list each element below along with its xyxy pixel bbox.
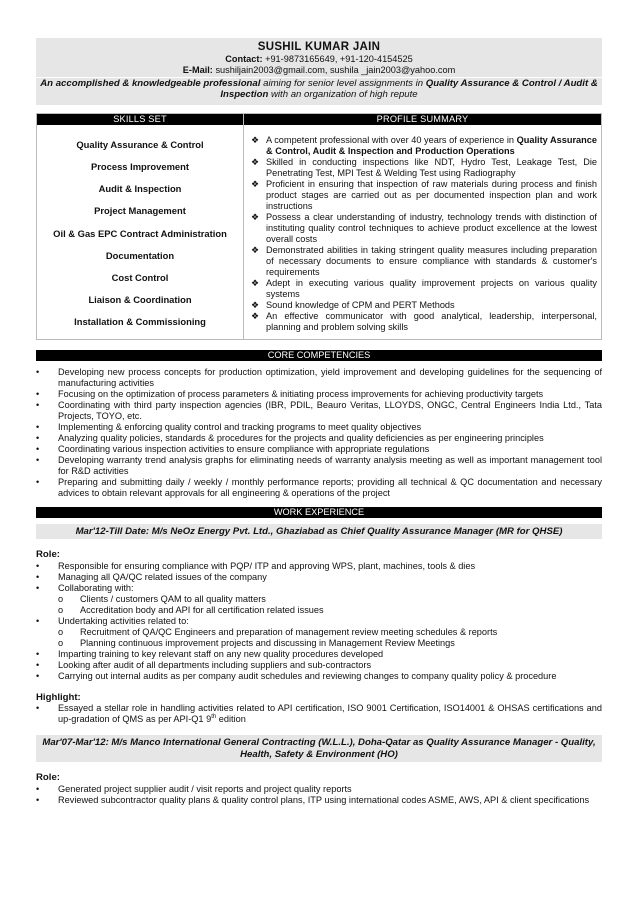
- profile-item-text: Skilled in conducting inspections like NDT, Hydro Test, Leakage Test, Die Penetrating Test, MPI Test & Welding Test using Radiography: [266, 156, 597, 178]
- candidate-name: SUSHIL KUMAR JAIN: [257, 41, 381, 53]
- bullet-icon: •: [36, 454, 40, 465]
- sub-text: Accreditation body and API for all certification related issues: [80, 604, 324, 615]
- job1-title: Mar'12-Till Date: M/s NeOz Energy Pvt. Ltd., Ghaziabad as Chief Quality Assurance Manager (MR for QHSE): [36, 524, 602, 540]
- profile-item-text: An effective communicator with good analytical, leadership, interpersonal, planning and problem solving skills: [266, 310, 597, 332]
- highlight-text: Essayed a stellar role in handling activities related to API certification, ISO 9001 Certification, ISO14001 & OHSAS certifications and up-gradation of QMS as per API-Q1 9: [58, 703, 602, 725]
- job2-role-label: Role:: [36, 772, 60, 784]
- highlight-sup: th: [211, 714, 217, 721]
- circle-bullet-icon: o: [58, 637, 64, 648]
- role-item: [36, 649, 602, 660]
- competency-text: Developing warranty trend analysis graphs for eliminating needs of warranty analysis meeting as well as important management tool for R&D activities: [58, 454, 602, 476]
- job1-role-list-2: [36, 616, 602, 627]
- diamond-bullet-icon: ❖: [251, 244, 260, 255]
- bullet-icon: •: [36, 432, 40, 443]
- job1-role-label: Role:: [36, 549, 60, 561]
- role-item: [36, 660, 602, 671]
- profile-item-text: Sound knowledge of CPM and PERT Methods: [266, 299, 455, 310]
- bullet-icon: •: [36, 388, 40, 399]
- bullet-icon: •: [36, 659, 40, 670]
- sub-text: Clients / customers QAM to all quality matters: [80, 593, 266, 604]
- profile-list: [244, 125, 601, 339]
- contact-value: +91-9873165649, +91-120-4154525: [265, 54, 413, 64]
- job1-activities-sublist: [36, 627, 602, 649]
- diamond-bullet-icon: ❖: [251, 310, 260, 321]
- competency-text: Focusing on the optimization of process parameters & initiating process improvements for achieving productivity targets: [58, 388, 544, 399]
- resume-header: [36, 38, 602, 77]
- bullet-icon: •: [36, 560, 40, 571]
- resume-page: [0, 38, 638, 903]
- role-text: Undertaking activities related to:: [58, 615, 189, 626]
- competency-item: [36, 455, 602, 477]
- job2-title: Mar'07-Mar'12: M/s Manco International General Contracting (W.L.L.), Doha-Qatar as Quality Assurance Manager - Quality, Health, Safety & Environment (HO): [36, 735, 602, 762]
- email-value: sushiljain2003@gmail.com, sushila _jain2003@yahoo.com: [215, 65, 456, 75]
- job1-role-list: [36, 561, 602, 594]
- sub-text: Recruitment of QA/QC Engineers and preparation of management review meeting schedules & reports: [80, 626, 498, 637]
- role-item: [36, 671, 602, 682]
- skill-item: Liaison & Coordination: [88, 294, 192, 306]
- competency-item: [36, 433, 602, 444]
- diamond-bullet-icon: ❖: [251, 299, 260, 310]
- profile-item-text: Adept in executing various quality improvement projects on various quality systems: [266, 277, 597, 299]
- profile-item-emphasis: Quality Assurance & Control, Audit & Inspection and Production Operations: [266, 134, 597, 156]
- competency-text: Developing new process concepts for production optimization, yield improvement and developing guidelines for the sequencing of manufacturing activities: [58, 366, 602, 388]
- job1-role-list-3: [36, 649, 602, 682]
- role-item: [36, 572, 602, 583]
- highlight-text-end: edition: [216, 714, 246, 725]
- bullet-icon: •: [36, 443, 40, 454]
- sub-item: [36, 594, 602, 605]
- competency-item: [36, 400, 602, 422]
- competency-text: Preparing and submitting daily / weekly / monthly performance reports; providing all technical & QC documentation and necessary advices to obtain relevant approvals for all engineering & operations of the project: [58, 476, 602, 498]
- competency-item: [36, 422, 602, 433]
- diamond-bullet-icon: ❖: [251, 178, 260, 189]
- tagline-part4: with an organization of high repute: [268, 89, 418, 101]
- role-text: Looking after audit of all departments including suppliers and sub-contractors: [58, 659, 372, 670]
- skills-column: [37, 114, 244, 339]
- bullet-icon: •: [36, 670, 40, 681]
- competency-item: [36, 367, 602, 389]
- highlight-list: [36, 703, 602, 725]
- profile-item: [248, 157, 597, 179]
- tagline-part2: aiming for senior level assignments in: [260, 78, 426, 89]
- experience-heading: WORK EXPERIENCE: [36, 507, 602, 518]
- contact-label: Contact:: [225, 54, 263, 64]
- skills-profile-section: [36, 113, 602, 340]
- skill-item: Quality Assurance & Control: [76, 138, 204, 150]
- circle-bullet-icon: o: [58, 593, 64, 604]
- skill-item: Cost Control: [111, 271, 169, 283]
- skills-heading: SKILLS SET: [37, 114, 243, 125]
- diamond-bullet-icon: ❖: [251, 134, 260, 145]
- bullet-icon: •: [36, 366, 40, 377]
- bullet-icon: •: [36, 794, 40, 805]
- bullet-icon: •: [36, 582, 40, 593]
- role-text: Generated project supplier audit / visit reports and project quality reports: [58, 783, 352, 794]
- bullet-icon: •: [36, 703, 40, 714]
- tagline: [36, 77, 602, 105]
- job1-collab-sublist: [36, 594, 602, 616]
- profile-item-text: A competent professional with over 40 years of experience in: [266, 134, 517, 145]
- diamond-bullet-icon: ❖: [251, 156, 260, 167]
- role-text: Carrying out internal audits as per company audit schedules and reviewing changes to company quality policy & procedure: [58, 670, 557, 681]
- diamond-bullet-icon: ❖: [251, 277, 260, 288]
- skill-item: Process Improvement: [91, 161, 189, 172]
- profile-item: [248, 300, 597, 311]
- bullet-icon: •: [36, 615, 40, 626]
- skill-item: Installation & Commissioning: [74, 316, 206, 328]
- profile-item: [248, 135, 597, 157]
- bullet-icon: •: [36, 399, 40, 410]
- competency-text: Coordinating various inspection activities to ensure compliance with appropriate regulations: [58, 443, 430, 454]
- profile-item: [248, 212, 597, 245]
- role-item: [36, 795, 602, 806]
- highlight-item: [36, 703, 602, 725]
- profile-column: [244, 114, 601, 339]
- skill-item: Project Management: [94, 205, 186, 217]
- profile-item-text: Demonstrated abilities in taking stringent quality measures including preparation of necessary documents to ensure compliance with standards & customer's requirements: [266, 244, 597, 277]
- competency-text: Analyzing quality policies, standards & procedures for the projects and quality deficiencies as per engineering principles: [58, 432, 544, 443]
- profile-item: [248, 278, 597, 300]
- role-text: Responsible for ensuring compliance with PQP/ ITP and approving WPS, plant, machines, tools & dies: [58, 560, 476, 571]
- email-line: [40, 65, 598, 76]
- role-text: Managing all QA/QC related issues of the company: [58, 571, 267, 582]
- circle-bullet-icon: o: [58, 604, 64, 615]
- competency-item: [36, 389, 602, 400]
- competency-item: [36, 477, 602, 499]
- role-item: [36, 616, 602, 627]
- profile-item-text: Proficient in ensuring that inspection of raw materials during process and finish product stages are carried out as per documented inspection plan and work instructions: [266, 178, 597, 211]
- competencies-list: [36, 361, 602, 499]
- role-text: Reviewed subcontractor quality plans & quality control plans, ITP using international codes ASME, AWS, API & client specifications: [58, 794, 590, 805]
- skill-item: Oil & Gas EPC Contract Administration: [53, 227, 227, 239]
- diamond-bullet-icon: ❖: [251, 211, 260, 222]
- profile-item: [248, 179, 597, 212]
- profile-item-text: Possess a clear understanding of industry, technology trends with distinction of instituting quality control techniques to achieve product excellence at the lowest overall costs: [266, 211, 597, 244]
- competencies-heading: CORE COMPETENCIES: [36, 350, 602, 361]
- skills-list: [37, 125, 243, 328]
- bullet-icon: •: [36, 571, 40, 582]
- profile-heading: PROFILE SUMMARY: [244, 114, 601, 125]
- role-text: Imparting training to key relevant staff on any new quality procedures developed: [58, 648, 384, 659]
- profile-item: [248, 311, 597, 333]
- role-item: [36, 784, 602, 795]
- bullet-icon: •: [36, 421, 40, 432]
- competency-text: Coordinating with third party inspection agencies (IBR, PDIL, Beauro Veritas, LLOYDS, ONGC, Central Engineers India Ltd., Tata Projects, TOYO, etc.: [58, 399, 602, 421]
- highlight-label: Highlight:: [36, 691, 81, 703]
- bullet-icon: •: [36, 648, 40, 659]
- tagline-part3: Quality Assurance & Control / Audit & Inspection: [220, 78, 598, 101]
- tagline-part1: An accomplished & knowledgeable professional: [40, 78, 261, 89]
- profile-item: [248, 245, 597, 278]
- role-text: Collaborating with:: [58, 582, 134, 593]
- job2-role-list: [36, 784, 602, 806]
- competency-text: Implementing & enforcing quality control and tracking programs to meet quality objectives: [58, 421, 422, 432]
- bullet-icon: •: [36, 476, 40, 487]
- skill-item: Documentation: [105, 249, 175, 261]
- sub-text: Planning continuous improvement projects and discussing in Management Review Meetings: [80, 637, 455, 648]
- competency-item: [36, 444, 602, 455]
- sub-item: [36, 627, 602, 638]
- contact-line: [40, 54, 598, 65]
- role-item: [36, 583, 602, 594]
- email-label: E-Mail:: [182, 65, 213, 75]
- bullet-icon: •: [36, 783, 40, 794]
- sub-item: [36, 638, 602, 649]
- sub-item: [36, 605, 602, 616]
- skill-item: Audit & Inspection: [98, 183, 182, 195]
- role-item: [36, 561, 602, 572]
- circle-bullet-icon: o: [58, 626, 64, 637]
